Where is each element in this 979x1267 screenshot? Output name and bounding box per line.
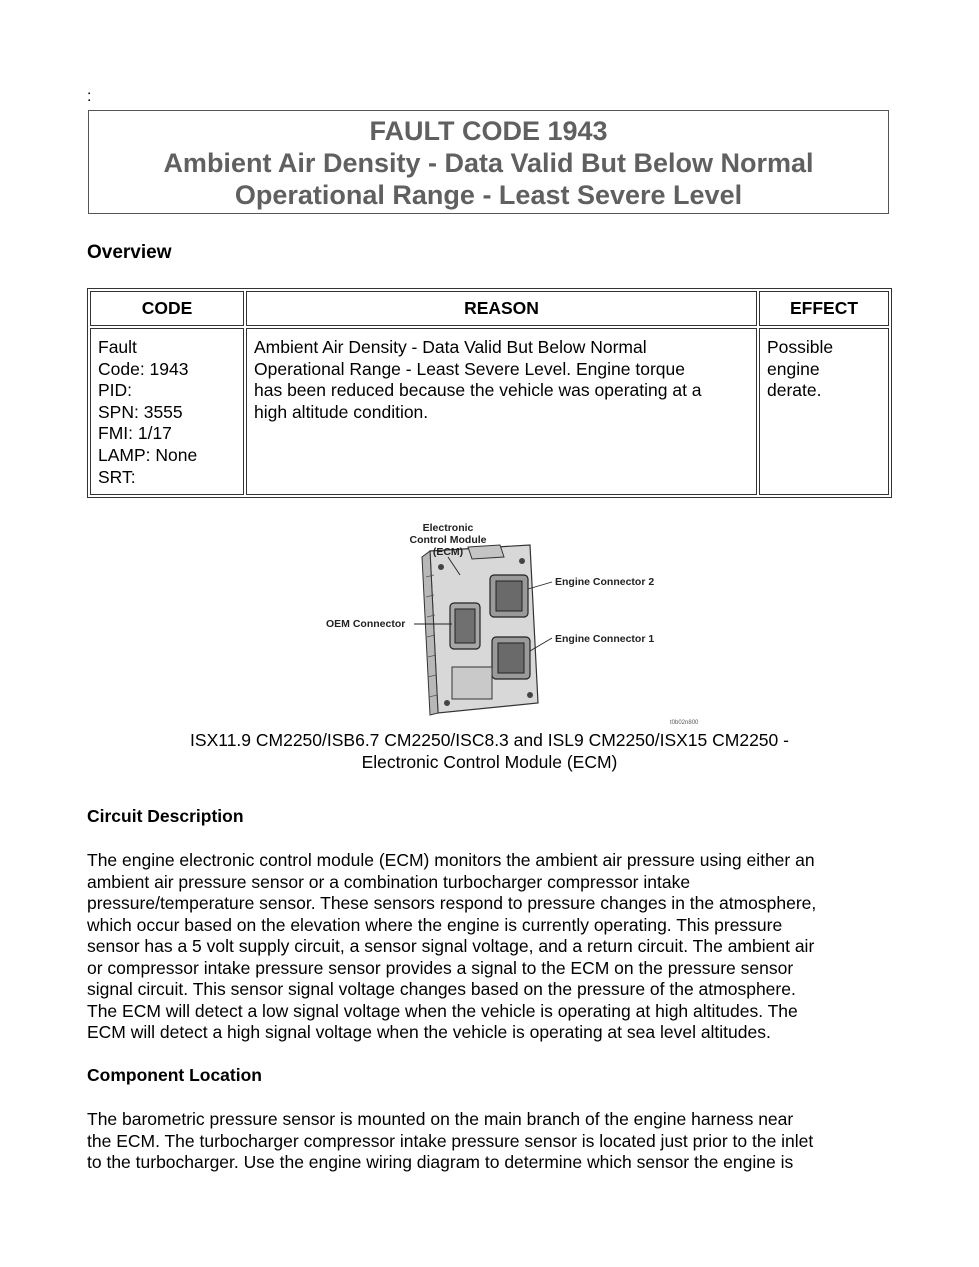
figure-id: t0b02n800: [670, 720, 699, 726]
code-line: FMI: 1/17: [98, 423, 172, 444]
ecm-label-line: Control Module: [409, 534, 487, 546]
code-line: LAMP: None: [98, 444, 198, 465]
overview-heading: Overview: [87, 242, 172, 263]
paragraph-line: to the turbocharger. Use the engine wiring diagram to determine which sensor the engine is: [87, 1152, 794, 1172]
caption-line: ISX11.9 CM2250/ISB6.7 CM2250/ISC8.3 and ISL9 CM2250/ISX15 CM2250 -: [190, 730, 789, 750]
reason-line: Ambient Air Density - Data Valid But Below Normal: [254, 337, 647, 357]
oem-connector-label: OEM Connector: [326, 618, 406, 630]
effect-line: engine: [767, 358, 820, 379]
effect-lines: [767, 337, 882, 402]
table-header-row: [90, 291, 889, 326]
engine-connector-2-label: Engine Connector 2: [555, 576, 655, 588]
code-lines: [98, 337, 237, 488]
code-line: SPN: 3555: [98, 401, 183, 422]
paragraph-line: The engine electronic control module (ECM) monitors the ambient air pressure using either an: [87, 850, 815, 870]
component-location-text: [87, 1109, 907, 1174]
paragraph-line: The ECM will detect a low signal voltage when the vehicle is operating at high altitudes. The: [87, 1000, 798, 1021]
ecm-label-line: (ECM): [432, 546, 464, 558]
fault-code-title: FAULT CODE 1943: [369, 116, 608, 146]
ecm-label-line: Electronic: [422, 522, 474, 534]
fault-description-line-1: Ambient Air Density - Data Valid But Below Normal: [163, 148, 814, 178]
circuit-description-heading: Circuit Description: [87, 806, 244, 826]
code-line: SRT:: [98, 466, 136, 487]
reason-line: has been reduced because the vehicle was operating at a: [254, 380, 702, 401]
paragraph-line: which occur based on the elevation where the engine is currently operating. This pressure: [87, 914, 783, 935]
reason-lines: [254, 337, 750, 423]
table-row: [90, 328, 889, 495]
effect-line: derate.: [767, 380, 822, 401]
reason-line: Operational Range - Least Severe Level. Engine torque: [254, 358, 685, 379]
fault-description-line-2: Operational Range - Least Severe Level: [234, 180, 743, 210]
code-line: PID:: [98, 380, 133, 401]
circuit-description-text: [87, 850, 907, 1044]
paragraph-line: The barometric pressure sensor is mounted on the main branch of the engine harness near: [87, 1109, 794, 1129]
reason-cell: [246, 328, 757, 495]
overview-table: [87, 288, 892, 498]
engine-connector-1-label: Engine Connector 1: [555, 633, 655, 645]
header-code: CODE: [90, 291, 244, 326]
paragraph-line: ambient air pressure sensor or a combination turbocharger compressor intake: [87, 871, 691, 892]
code-line: Code: 1943: [98, 358, 189, 379]
code-line: Fault: [98, 337, 137, 357]
figure-caption: [87, 729, 892, 773]
caption-line: Electronic Control Module (ECM): [361, 752, 618, 772]
effect-cell: [759, 328, 889, 495]
page-marker: :: [87, 88, 92, 105]
header-effect: EFFECT: [759, 291, 889, 326]
reason-line: high altitude condition.: [254, 401, 429, 422]
paragraph-line: pressure/temperature sensor. These sensors respond to pressure changes in the atmosphere,: [87, 893, 817, 913]
fault-code-title-box: [88, 110, 889, 214]
paragraph-line: or compressor intake pressure sensor provides a signal to the ECM on the pressure sensor: [87, 957, 794, 978]
paragraph-line: the ECM. The turbocharger compressor intake pressure sensor is located just prior to the inlet: [87, 1130, 814, 1151]
component-location-heading: Component Location: [87, 1065, 262, 1085]
code-cell: [90, 328, 244, 495]
header-reason: REASON: [246, 291, 757, 326]
ecm-illustration: [300, 517, 700, 727]
paragraph-line: sensor has a 5 volt supply circuit, a sensor signal voltage, and a return circuit. The ambient air: [87, 936, 815, 956]
paragraph-line: ECM will detect a high signal voltage when the vehicle is operating at sea level altitudes.: [87, 1022, 771, 1042]
paragraph-line: signal circuit. This sensor signal voltage changes based on the pressure of the atmosphere.: [87, 979, 796, 999]
effect-line: Possible: [767, 337, 834, 357]
ecm-figure: [300, 517, 700, 727]
